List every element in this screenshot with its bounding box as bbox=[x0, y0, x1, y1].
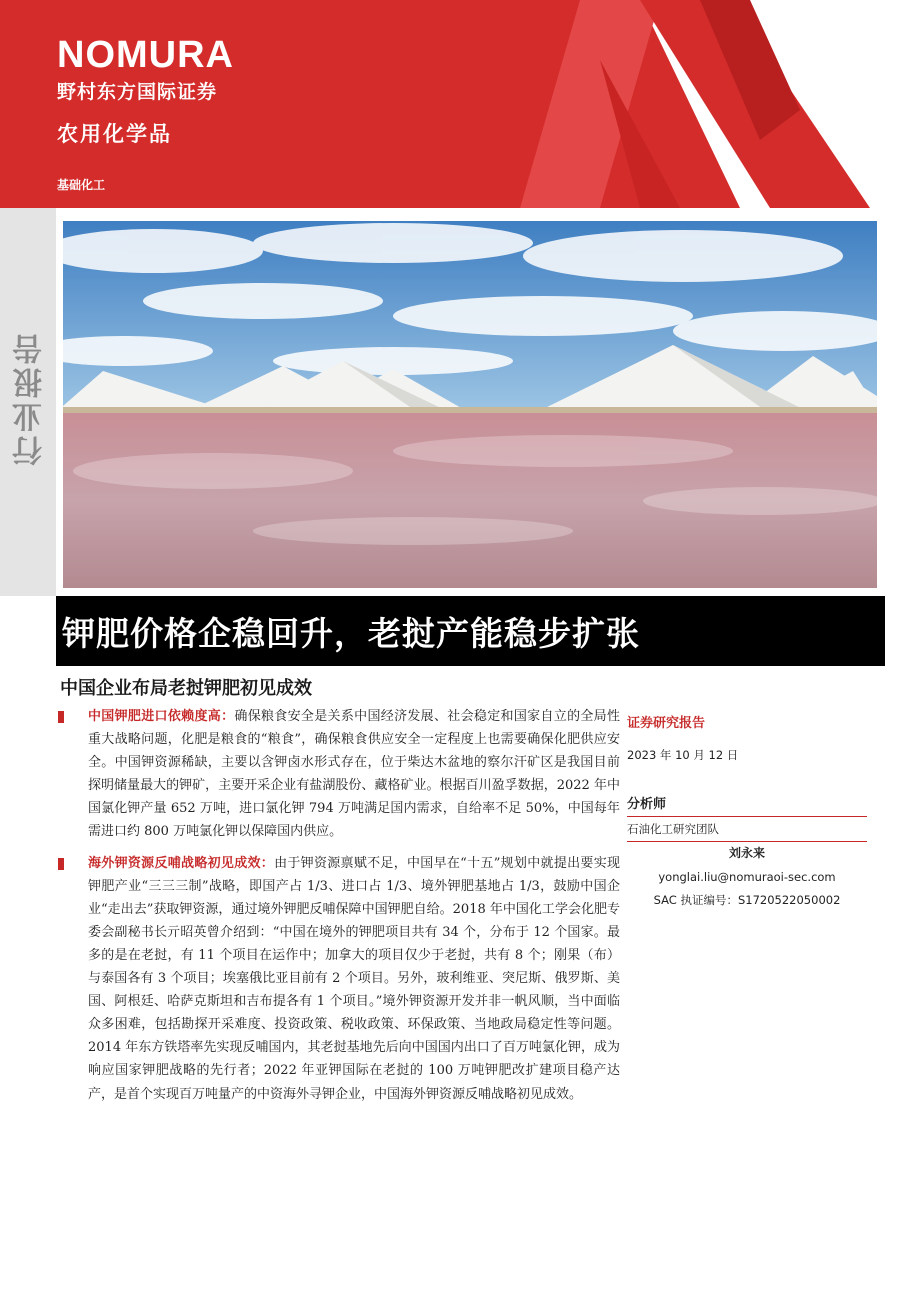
report-type: 证券研究报告 bbox=[627, 716, 706, 731]
paragraph-lead: 海外钾资源反哺战略初见成效： bbox=[88, 855, 275, 871]
photo-illustration bbox=[63, 221, 877, 588]
industry-title: 农用化学品 bbox=[57, 122, 172, 146]
analyst-heading: 分析师 bbox=[627, 793, 867, 817]
paragraph-lead: 中国钾肥进口依赖度高： bbox=[88, 709, 235, 724]
sac-license-number: SAC 执证编号：S1720522050002 bbox=[653, 893, 841, 907]
report-type-vertical-label: 行业报告 bbox=[13, 330, 48, 466]
paragraph-overseas-strategy bbox=[58, 852, 620, 1106]
report-body bbox=[58, 705, 620, 1114]
salt-flats-photo bbox=[63, 221, 877, 588]
bullet-marker bbox=[58, 858, 64, 870]
research-team: 石油化工研究团队 bbox=[627, 817, 867, 842]
report-subtitle: 中国企业布局老挝钾肥初见成效 bbox=[60, 678, 312, 699]
bullet-marker bbox=[58, 711, 64, 723]
title-banner bbox=[56, 596, 885, 666]
header-triangle-decoration bbox=[0, 0, 920, 208]
paragraph-text: 由于钾资源禀赋不足，中国早在“十五”规划中就提出要实现钾肥产业“三三三制”战略，即国产占 1/3、进口占 1/3、境外钾肥基地占 1/3，鼓励中国企业“走出去”获取钾资源，通过境外钾肥反哺保障中国钾肥自给。2018 年中国化工学会化肥专委会副秘书长亓昭英曾介绍到：“中国在境外的钾肥项目共有 34 个，分布于 12 个国家。最多的是在老挝，有 11 个项目在运作中；加拿大的项目仅少于老挝，共有 8 个；刚果（布）与泰国各有 3 个项目；埃塞俄比亚目前有 2 个项目。另外，玻利维亚、突尼斯、俄罗斯、美国、阿根廷、哈萨克斯坦和吉布提各有 1 个项目。”境外钾资源开发并非一帆风顺，当中面临众多困难，包括勘探开采难度、投资政策、税收政策、环保政策、当地政局稳定性等问题。2014 年东方铁塔率先实现反哺国内，其老挝基地先后向中国国内出口了百万吨氯化钾，成为响应国家钾肥战略的先行者；2022 年亚钾国际在老挝的 100 万吨钾肥改扩建项目稳产达产，是首个实现百万吨量产的中资海外寻钾企业，中国海外钾资源反哺战略初见成效。 bbox=[88, 855, 620, 1102]
brand-chinese-name: 野村东方国际证券 bbox=[57, 81, 218, 103]
sector-tag: 基础化工 bbox=[57, 178, 106, 192]
report-title: 钾肥价格企稳回升，老挝产能稳步扩张 bbox=[62, 614, 640, 653]
report-date: 2023 年 10 月 12 日 bbox=[627, 748, 739, 762]
report-header bbox=[0, 0, 920, 208]
analyst-name: 刘永来 bbox=[728, 846, 765, 860]
nomura-logo: NOMURA bbox=[57, 34, 234, 76]
paragraph-import-dependence bbox=[58, 705, 620, 844]
paragraph-text: 确保粮食安全是关系中国经济发展、社会稳定和国家自立的全局性重大战略问题，化肥是粮食的“粮食”，确保粮食供应安全一定程度上也需要确保化肥供应安全。中国钾资源稀缺，主要以含钾卤水形式存在，位于柴达木盆地的察尔汗矿区是我国目前探明储量最大的钾矿，主要开采企业有盐湖股份、藏格矿业。根据百川盈孚数据，2022 年中国氯化钾产量 652 万吨，进口氯化钾 794 万吨满足国内需求，自给率不足 50%，中国每年需进口约 800 万吨氯化钾以保障国内供应。 bbox=[88, 709, 620, 840]
analyst-email[interactable]: yonglai.liu@nomuraoi-sec.com bbox=[658, 870, 836, 884]
report-info-sidebar bbox=[627, 712, 867, 908]
